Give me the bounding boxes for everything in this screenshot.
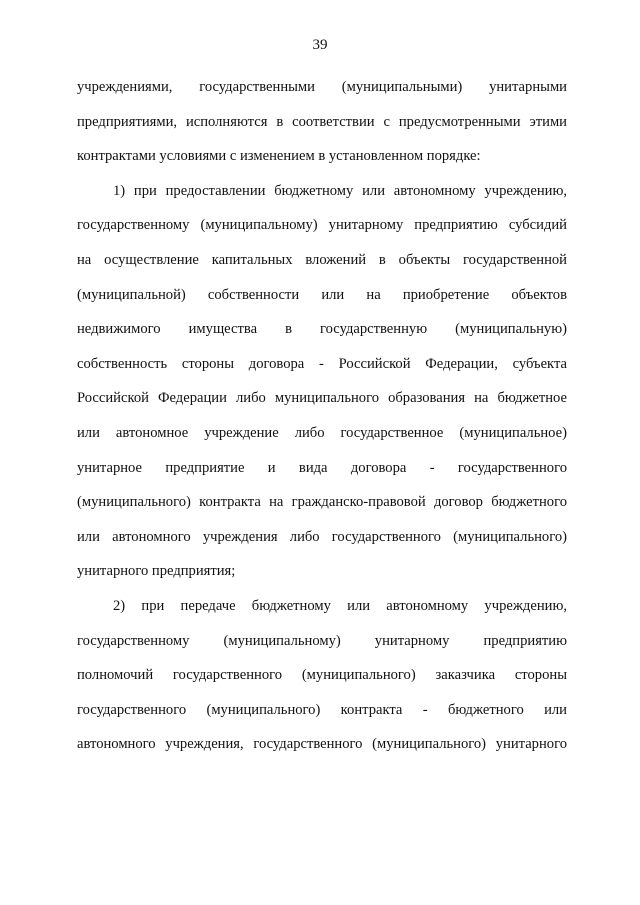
text-line: (муниципального) контракта на гражданско-правовой договор бюджетного [77,494,567,511]
text-line: унитарного предприятия; [77,563,236,580]
text-line: собственность стороны договора - Российской Федерации, субъекта [77,355,567,372]
text-line: на осуществление капитальных вложений в объекты государственной [77,251,567,268]
text-line: учреждениями, государственными (муниципальными) унитарными [77,79,567,95]
text-line: (муниципальной) собственности или на приобретение объектов [77,286,567,303]
document-body [77,70,567,762]
text-line: предприятиями, исполняются в соответствии с предусмотренными этими [77,113,567,130]
text-line: государственному (муниципальному) унитарному предприятию [77,632,567,649]
text-line: государственного (муниципального) контракта - бюджетного или [77,701,567,718]
text-line: недвижимого имущества в государственную (муниципальную) [77,321,567,338]
text-line: контрактами условиями с изменением в установленном порядке: [77,148,481,165]
paragraph-2-start: 2) при передаче бюджетному или автономному учреждению, [113,597,567,614]
text-line: государственному (муниципальному) унитарному предприятию субсидий [77,217,567,234]
text-line: унитарное предприятие и вида договора - государственного [77,459,567,476]
text-line: автономного учреждения, государственного (муниципального) унитарного [77,736,567,753]
paragraph-1-start: 1) при предоставлении бюджетному или автономному учреждению, [113,182,567,199]
text-line: полномочий государственного (муниципального) заказчика стороны [77,667,567,684]
text-line: или автономного учреждения либо государственного (муниципального) [77,528,567,545]
text-line: Российской Федерации либо муниципального образования на бюджетное [77,390,567,407]
page-number: 39 [312,37,328,53]
text-line: или автономное учреждение либо государственное (муниципальное) [77,424,567,441]
